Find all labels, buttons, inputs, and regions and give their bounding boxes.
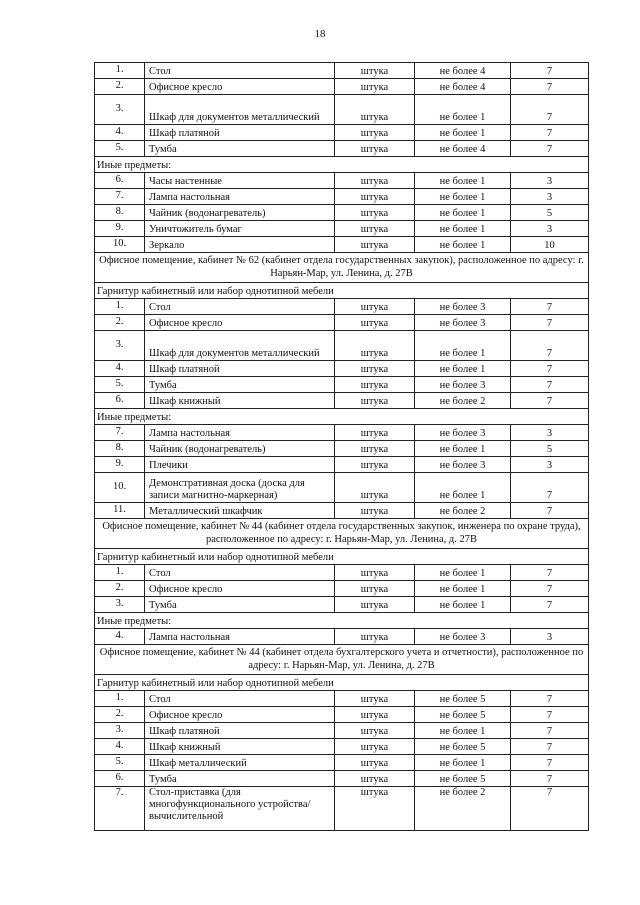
item-number: 5. (95, 141, 145, 157)
item-quantity: не более 1 (415, 331, 511, 361)
office-location-row (95, 519, 589, 549)
item-number: 10. (95, 237, 145, 253)
item-term: 7 (511, 361, 589, 377)
item-term: 7 (511, 141, 589, 157)
item-quantity: не более 4 (415, 141, 511, 157)
item-unit: штука (335, 739, 415, 755)
item-term: 3 (511, 425, 589, 441)
item-name: Зеркало (145, 237, 335, 253)
item-unit: штука (335, 361, 415, 377)
item-name: Тумба (145, 771, 335, 787)
item-number: 4. (95, 629, 145, 645)
item-number: 4. (95, 125, 145, 141)
item-term: 7 (511, 597, 589, 613)
table-row (95, 79, 589, 95)
item-number: 10. (95, 473, 145, 503)
table-row (95, 457, 589, 473)
table-row (95, 723, 589, 739)
item-number: 8. (95, 205, 145, 221)
item-number: 6. (95, 393, 145, 409)
table-row (95, 771, 589, 787)
item-quantity: не более 5 (415, 707, 511, 723)
item-term: 7 (511, 755, 589, 771)
furniture-norms-table (94, 62, 589, 831)
item-name: Стол-приставка (для многофункционального устройства/вычислительной (145, 787, 335, 831)
item-name: Лампа настольная (145, 189, 335, 205)
item-term: 7 (511, 707, 589, 723)
item-name: Шкаф платяной (145, 361, 335, 377)
item-number: 5. (95, 377, 145, 393)
item-quantity: не более 5 (415, 691, 511, 707)
item-name: Уничтожитель бумаг (145, 221, 335, 237)
item-quantity: не более 1 (415, 205, 511, 221)
item-term: 7 (511, 771, 589, 787)
item-number: 3. (95, 723, 145, 739)
item-term: 7 (511, 723, 589, 739)
item-name: Тумба (145, 377, 335, 393)
item-name: Лампа настольная (145, 425, 335, 441)
item-name: Стол (145, 565, 335, 581)
item-unit: штука (335, 331, 415, 361)
item-number: 8. (95, 441, 145, 457)
office-location: Офисное помещение, кабинет № 62 (кабинет отдела государственных закупок), расположенное по адресу: г. Нарьян-Мар, ул. Ленина, д. 27В (95, 253, 589, 283)
table-row (95, 315, 589, 331)
item-term: 7 (511, 315, 589, 331)
item-name: Тумба (145, 597, 335, 613)
section-heading: Гарнитур кабинетный или набор однотипной мебели (95, 283, 589, 299)
table-row (95, 377, 589, 393)
item-unit: штука (335, 473, 415, 503)
item-name: Чайник (водонагреватель) (145, 205, 335, 221)
item-number: 2. (95, 581, 145, 597)
item-term: 7 (511, 691, 589, 707)
item-unit: штука (335, 707, 415, 723)
item-quantity: не более 1 (415, 441, 511, 457)
table-row (95, 63, 589, 79)
table-row (95, 189, 589, 205)
table-row (95, 473, 589, 503)
item-quantity: не более 1 (415, 565, 511, 581)
item-term: 5 (511, 441, 589, 457)
item-quantity: не более 3 (415, 299, 511, 315)
section-heading-row (95, 613, 589, 629)
item-term: 7 (511, 393, 589, 409)
item-unit: штука (335, 299, 415, 315)
table-row (95, 755, 589, 771)
table-row (95, 299, 589, 315)
item-term: 7 (511, 299, 589, 315)
item-number: 4. (95, 739, 145, 755)
item-term: 3 (511, 173, 589, 189)
table-row (95, 629, 589, 645)
item-term: 7 (511, 79, 589, 95)
item-quantity: не более 1 (415, 361, 511, 377)
item-number: 6. (95, 173, 145, 189)
item-name: Плечики (145, 457, 335, 473)
item-quantity: не более 3 (415, 315, 511, 331)
table-row (95, 565, 589, 581)
item-quantity: не более 4 (415, 63, 511, 79)
item-name: Шкаф для документов металлический (145, 331, 335, 361)
item-name: Офисное кресло (145, 315, 335, 331)
item-unit: штука (335, 377, 415, 393)
item-unit: штука (335, 441, 415, 457)
section-heading: Иные предметы: (95, 409, 589, 425)
item-unit: штука (335, 63, 415, 79)
item-quantity: не более 2 (415, 503, 511, 519)
item-term: 7 (511, 377, 589, 393)
item-number: 3. (95, 331, 145, 361)
item-number: 3. (95, 597, 145, 613)
item-name: Шкаф платяной (145, 723, 335, 739)
item-name: Шкаф книжный (145, 739, 335, 755)
section-heading: Иные предметы: (95, 613, 589, 629)
item-unit: штука (335, 189, 415, 205)
item-quantity: не более 1 (415, 473, 511, 503)
item-term: 7 (511, 473, 589, 503)
item-term: 7 (511, 787, 589, 831)
item-name: Шкаф для документов металлический (145, 95, 335, 125)
item-quantity: не более 3 (415, 457, 511, 473)
item-number: 2. (95, 315, 145, 331)
section-heading: Гарнитур кабинетный или набор однотипной мебели (95, 675, 589, 691)
item-term: 3 (511, 629, 589, 645)
item-quantity: не более 5 (415, 771, 511, 787)
table-row (95, 95, 589, 125)
item-unit: штука (335, 315, 415, 331)
item-unit: штука (335, 393, 415, 409)
item-quantity: не более 1 (415, 723, 511, 739)
table-row (95, 221, 589, 237)
section-heading-row (95, 675, 589, 691)
section-heading-row (95, 157, 589, 173)
item-quantity: не более 3 (415, 425, 511, 441)
item-number: 7. (95, 787, 145, 831)
item-term: 7 (511, 565, 589, 581)
office-location-row (95, 253, 589, 283)
table-row (95, 581, 589, 597)
item-term: 7 (511, 63, 589, 79)
item-name: Металлический шкафчик (145, 503, 335, 519)
section-heading-row (95, 549, 589, 565)
table-body (95, 63, 589, 831)
item-term: 5 (511, 205, 589, 221)
item-unit: штука (335, 425, 415, 441)
item-name: Чайник (водонагреватель) (145, 441, 335, 457)
item-quantity: не более 1 (415, 189, 511, 205)
item-number: 4. (95, 361, 145, 377)
table-row (95, 597, 589, 613)
item-number: 1. (95, 691, 145, 707)
table-row (95, 441, 589, 457)
section-heading-row (95, 283, 589, 299)
item-number: 1. (95, 299, 145, 315)
item-number: 2. (95, 79, 145, 95)
item-quantity: не более 3 (415, 377, 511, 393)
item-term: 7 (511, 581, 589, 597)
item-quantity: не более 2 (415, 787, 511, 831)
item-unit: штука (335, 125, 415, 141)
item-term: 7 (511, 331, 589, 361)
item-name: Стол (145, 299, 335, 315)
item-term: 10 (511, 237, 589, 253)
item-unit: штука (335, 173, 415, 189)
table-row (95, 707, 589, 723)
office-location: Офисное помещение, кабинет № 44 (кабинет отдела бухгалтерского учета и отчетности), расположенное по адресу: г. Нарьян-Мар, ул. Ленина, д. 27В (95, 645, 589, 675)
item-number: 1. (95, 565, 145, 581)
item-unit: штука (335, 691, 415, 707)
table-row (95, 331, 589, 361)
item-term: 7 (511, 125, 589, 141)
item-unit: штука (335, 141, 415, 157)
item-number: 9. (95, 457, 145, 473)
table-row (95, 393, 589, 409)
item-number: 11. (95, 503, 145, 519)
table-row (95, 237, 589, 253)
item-unit: штука (335, 723, 415, 739)
item-term: 7 (511, 739, 589, 755)
item-unit: штука (335, 755, 415, 771)
item-quantity: не более 1 (415, 125, 511, 141)
item-term: 3 (511, 221, 589, 237)
item-unit: штука (335, 565, 415, 581)
item-quantity: не более 1 (415, 173, 511, 189)
item-quantity: не более 1 (415, 95, 511, 125)
item-quantity: не более 4 (415, 79, 511, 95)
item-name: Демонстративная доска (доска для записи магнитно-маркерная) (145, 473, 335, 503)
item-name: Лампа настольная (145, 629, 335, 645)
section-heading: Гарнитур кабинетный или набор однотипной мебели (95, 549, 589, 565)
table-row (95, 141, 589, 157)
item-unit: штука (335, 221, 415, 237)
item-unit: штука (335, 205, 415, 221)
item-unit: штука (335, 629, 415, 645)
item-number: 1. (95, 63, 145, 79)
item-name: Часы настенные (145, 173, 335, 189)
item-number: 7. (95, 425, 145, 441)
page-number: 18 (314, 28, 326, 40)
item-term: 3 (511, 189, 589, 205)
table-row (95, 739, 589, 755)
item-term: 3 (511, 457, 589, 473)
item-number: 5. (95, 755, 145, 771)
item-quantity: не более 3 (415, 629, 511, 645)
office-location: Офисное помещение, кабинет № 44 (кабинет отдела государственных закупок, инженера по охране труда), расположенное по адресу: г. Нарьян-Мар, ул. Ленина, д. 27В (95, 519, 589, 549)
item-name: Офисное кресло (145, 581, 335, 597)
item-unit: штука (335, 457, 415, 473)
item-name: Стол (145, 691, 335, 707)
table-row (95, 425, 589, 441)
section-heading-row (95, 409, 589, 425)
item-unit: штука (335, 95, 415, 125)
section-heading: Иные предметы: (95, 157, 589, 173)
item-quantity: не более 1 (415, 221, 511, 237)
table-row (95, 125, 589, 141)
item-number: 7. (95, 189, 145, 205)
item-unit: штука (335, 237, 415, 253)
table-row (95, 205, 589, 221)
item-unit: штука (335, 787, 415, 831)
item-unit: штука (335, 503, 415, 519)
table-row (95, 787, 589, 831)
table-row (95, 173, 589, 189)
item-name: Офисное кресло (145, 79, 335, 95)
item-number: 9. (95, 221, 145, 237)
item-unit: штука (335, 771, 415, 787)
item-name: Стол (145, 63, 335, 79)
table-row (95, 691, 589, 707)
item-unit: штука (335, 581, 415, 597)
item-quantity: не более 1 (415, 597, 511, 613)
item-term: 7 (511, 503, 589, 519)
item-name: Шкаф металлический (145, 755, 335, 771)
item-quantity: не более 1 (415, 581, 511, 597)
item-quantity: не более 1 (415, 237, 511, 253)
item-unit: штука (335, 79, 415, 95)
item-term: 7 (511, 95, 589, 125)
item-number: 6. (95, 771, 145, 787)
table-row (95, 503, 589, 519)
item-name: Офисное кресло (145, 707, 335, 723)
item-number: 2. (95, 707, 145, 723)
item-name: Тумба (145, 141, 335, 157)
item-number: 3. (95, 95, 145, 125)
item-quantity: не более 2 (415, 393, 511, 409)
item-unit: штука (335, 597, 415, 613)
table-row (95, 361, 589, 377)
item-quantity: не более 5 (415, 739, 511, 755)
office-location-row (95, 645, 589, 675)
item-name: Шкаф платяной (145, 125, 335, 141)
item-name: Шкаф книжный (145, 393, 335, 409)
item-quantity: не более 1 (415, 755, 511, 771)
